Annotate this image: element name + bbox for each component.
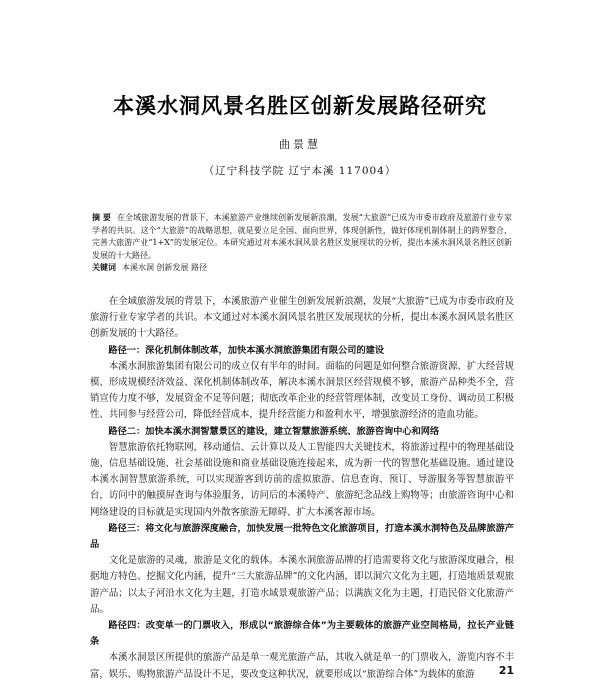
section-heading: 路径二：加快本溪水洞智慧景区的建设，建立智慧旅游系统、旅游咨询中心和网络 [108,425,440,437]
section-heading: 路径三：将文化与旅游深度融合，加快发展一批特色文化旅游项目，打造本溪水洞特色及品牌旅游产品 [90,522,514,551]
abstract-label: 摘 要 [92,213,111,222]
author-name: 曲景慧 [279,138,321,151]
abstract [92,212,512,262]
keywords [92,262,512,274]
body-paragraph: 本溪水洞旅游集团有限公司的成立仅有半年的时间。面临的问题是如何整合旅游资源、扩大经营规模、形成规模经济效益、深化机制体制改革，解决本溪水洞景区经营规模不够，旅游产品种类不全，营销宣传力度不够，发展资金不足等问题；彻底改革企业的经营管理体制，改变员工身份、调动员工积极性、共同参与经营公司，降低经营成本，提升经营能力和盈利水平，增强旅游经济的造血功能。 [90,360,514,421]
page-number: 21 [498,664,514,677]
affiliation: （辽宁科技学院 辽宁本溪 117004） [203,165,397,177]
keywords-label: 关键词 [92,263,116,272]
section-heading: 路径四：改变单一的门票收入，形成以“旅游综合体”为主要载体的旅游产业空间格局，拉长产业链条 [90,620,514,648]
keywords-text: 本溪水洞 创新发展 路径 [122,263,208,272]
body-paragraph: 在全域旅游发展的背景下，本溪旅游产业催生创新发展新浪潮，发展“大旅游”已成为市委市政府及旅游行业专家学者的共识。本文通过对本溪水洞风景名胜区发展现状的分析，提出本溪水洞风景名胜区创新发展的十大路径。 [90,296,514,340]
abstract-text: 在全域旅游发展的背景下，本溪旅游产业继续创新发展新浪潮，发展“大旅游”已成为市委市政府及旅游行业专家学者的共识。这个“大旅游”的战略思想，就是要立足全国、面向世界，体现创新性，做好体现机制体制上的跨界整合，完善大旅游产业“1+X”的发展定位。本研究通过对本溪水洞风景名胜区发展现状的分析，提出本溪水洞风景名胜区创新发展的十大路径。 [92,213,512,260]
section-heading: 路径一：深化机制体制改革，加快本溪水洞旅游集团有限公司的建设 [108,344,385,356]
body-paragraph: 本溪水洞景区所提供的旅游产品是单一观光旅游产品，其收入就是单一的门票收入，游览内容不丰富，娱乐、购物旅游产品设计不足，要改变这种状况，就要形成以“旅游综合体”为载体的旅游 [90,652,514,680]
article-title: 本溪水洞风景名胜区创新发展路径研究 [113,94,487,118]
article-body [90,294,514,683]
body-paragraph: 文化是旅游的灵魂，旅游是文化的载体。本溪水洞旅游品牌的打造需要将文化与旅游深度融合，根据地方特色、挖掘文化内涵，提升“三大旅游品牌”的文化内涵，即以洞穴文化为主题，打造地质景观旅游产品；以太子河沿水文化为主题，打造水域景观旅游产品；以满族文化为主题，打造民俗文化旅游产品。 [90,555,514,615]
body-paragraph: 智慧旅游依托物联网，移动通信、云计算以及人工智能四大关键技术，将旅游过程中的物理基础设施、信息基础设施、社会基础设施和商业基础设施连接起来，成为新一代的智慧化基础设施。通过建设本溪水洞智慧旅游系统，可以实现游客到访前的虚拟旅游、信息查询、预订、导游服务等智慧旅游平台，访问中的触摸屏查询与体验服务，访问后的本溪特产、旅游纪念品线上购物等；由旅游咨询中心和网络建设的目标就是实现国内外散客旅游无障碍、扩大本溪客源市场。 [90,441,514,518]
